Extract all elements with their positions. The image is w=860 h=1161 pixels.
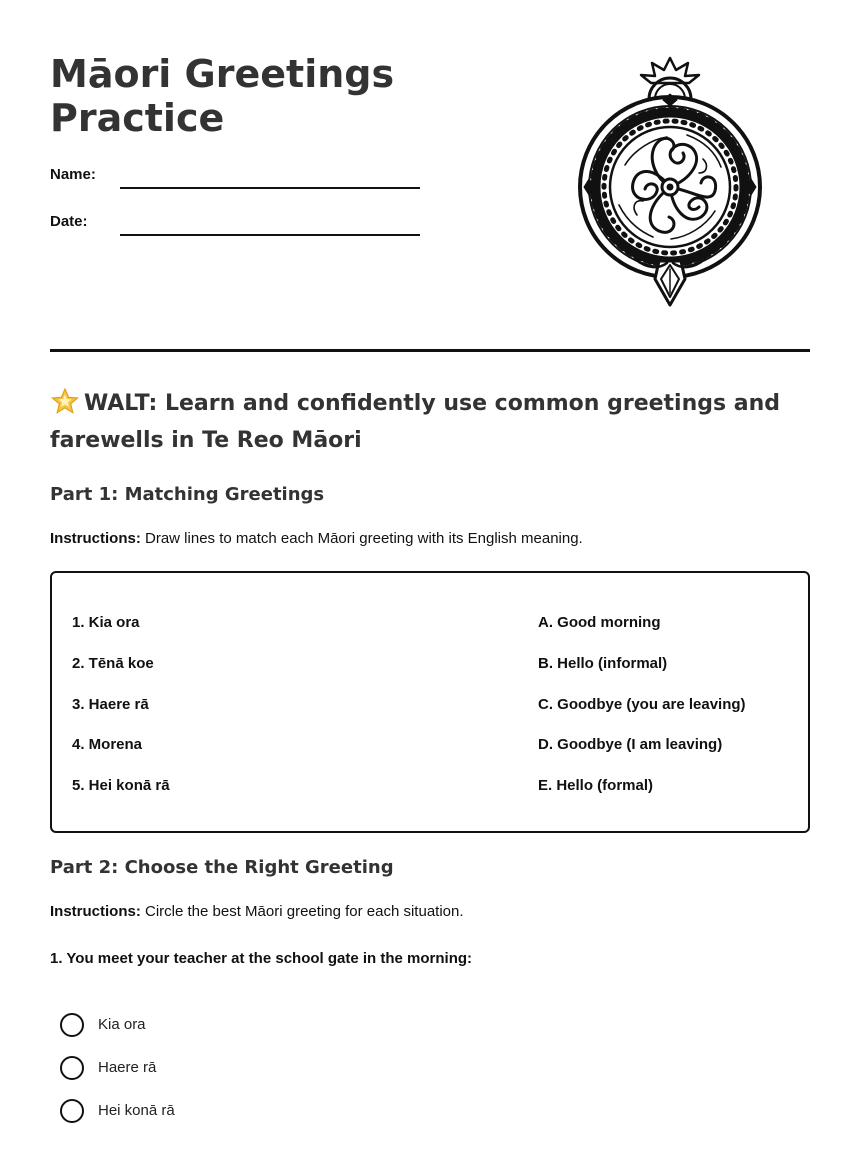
name-label: Name:	[50, 166, 96, 183]
part-2-heading: Part 2: Choose the Right Greeting	[50, 857, 394, 878]
answer-option-label: Kia ora	[98, 1016, 146, 1033]
part-1-heading: Part 1: Matching Greetings	[50, 484, 325, 505]
part-2-instructions-label: Instructions:	[50, 903, 141, 920]
maori-koru-medallion-icon	[575, 55, 765, 311]
section-divider	[50, 349, 810, 352]
date-field[interactable]	[120, 234, 420, 236]
meaning-item[interactable]: D. Goodbye (I am leaving)	[538, 736, 723, 753]
walt-heading	[50, 385, 790, 459]
greeting-item[interactable]: 4. Morena	[72, 736, 143, 753]
part-2-instructions	[50, 903, 464, 920]
answer-option[interactable]	[60, 1099, 360, 1125]
part-2-instructions-text: Circle the best Māori greeting for each situation.	[145, 903, 464, 920]
meaning-item[interactable]: B. Hello (informal)	[538, 655, 668, 672]
date-label: Date:	[50, 213, 88, 230]
part-1-instructions	[50, 530, 583, 547]
answer-option[interactable]	[60, 1013, 360, 1039]
greeting-item[interactable]: 5. Hei konā rā	[72, 777, 170, 794]
greeting-item[interactable]: 3. Haere rā	[72, 696, 149, 713]
page-title	[50, 52, 394, 140]
meaning-item[interactable]: C. Goodbye (you are leaving)	[538, 696, 746, 713]
question-1: 1. You meet your teacher at the school gate in the morning:	[50, 950, 473, 967]
greeting-item[interactable]: 2. Tēnā koe	[72, 655, 154, 672]
page-title-line-1: Māori Greetings	[50, 52, 395, 96]
radio-circle-icon[interactable]	[60, 1056, 84, 1080]
answer-option-label: Haere rā	[98, 1059, 157, 1076]
answer-option-label: Hei konā rā	[98, 1102, 175, 1119]
page-title-line-2: Practice	[50, 96, 225, 140]
radio-circle-icon[interactable]	[60, 1099, 84, 1123]
matching-box	[50, 571, 810, 833]
worksheet-page	[50, 0, 810, 1161]
radio-circle-icon[interactable]	[60, 1013, 84, 1037]
part-1-instructions-text: Draw lines to match each Māori greeting with its English meaning.	[145, 530, 583, 547]
name-field[interactable]	[120, 187, 420, 189]
part-1-instructions-label: Instructions:	[50, 530, 141, 547]
glowing-star-icon	[50, 387, 80, 415]
meaning-item[interactable]: E. Hello (formal)	[538, 777, 654, 794]
greeting-item[interactable]: 1. Kia ora	[72, 614, 140, 631]
walt-text: WALT: Learn and confidently use common greetings and farewells in Te Reo Māori	[50, 391, 781, 453]
answer-option[interactable]	[60, 1056, 360, 1082]
meaning-item[interactable]: A. Good morning	[538, 614, 661, 631]
